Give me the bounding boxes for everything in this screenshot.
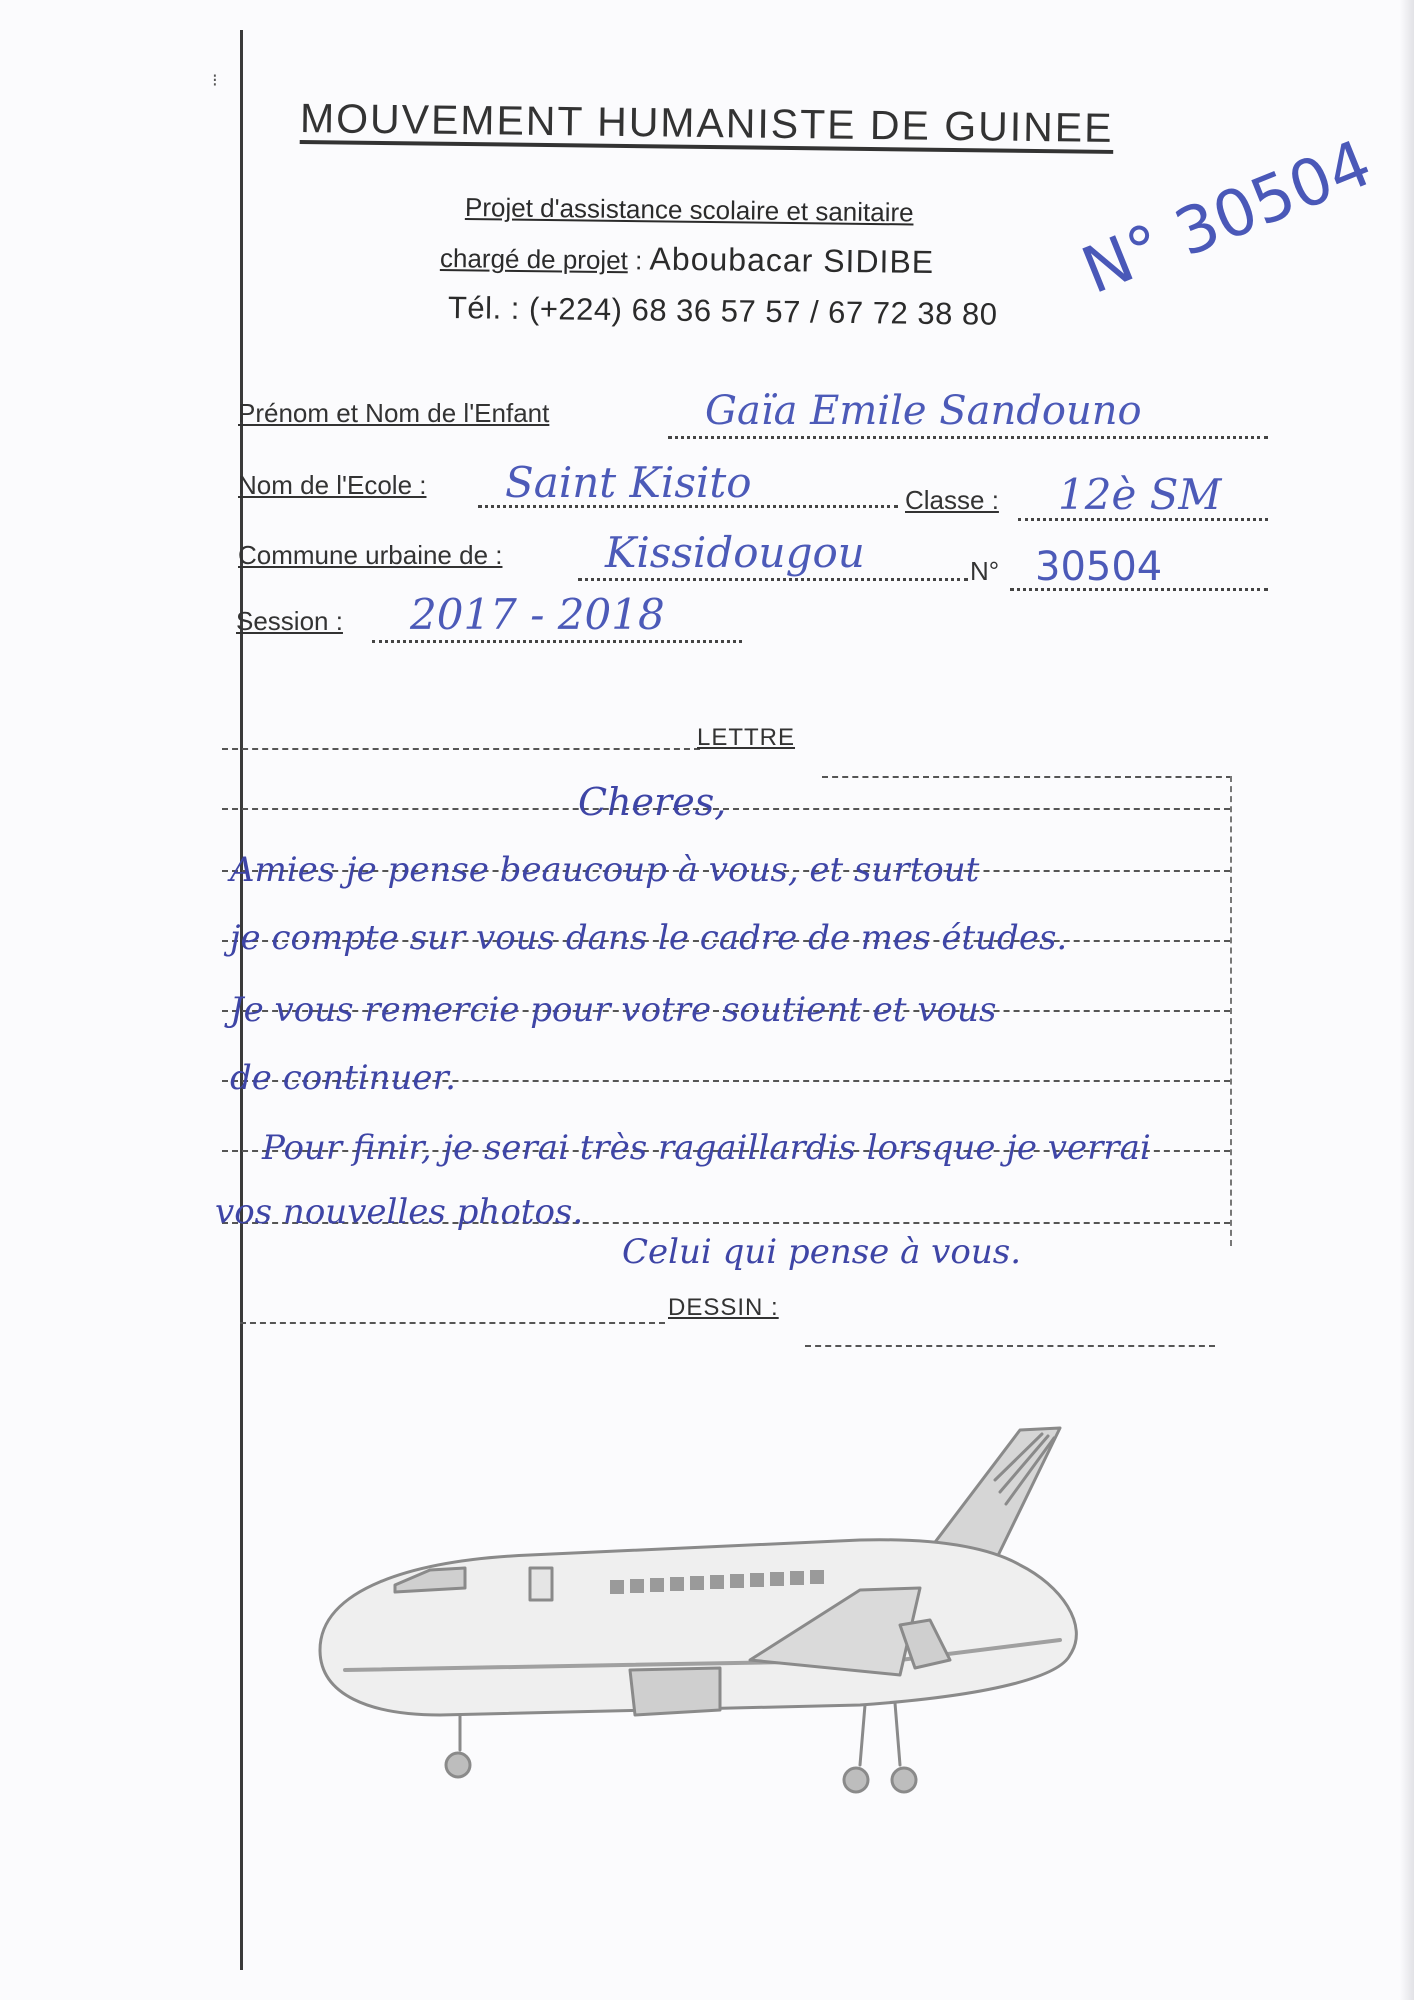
letter-line: vos nouvelles photos.: [215, 1192, 584, 1232]
session-value: 2017 - 2018: [410, 590, 665, 639]
school-label: Nom de l'Ecole :: [238, 470, 427, 500]
drawing-rule-left: [240, 1322, 665, 1324]
project-title: Projet d'assistance scolaire et sanitaire: [464, 192, 914, 228]
front-wheel: [446, 1753, 470, 1777]
class-label: Classe :: [905, 485, 999, 515]
commune-value: Kissidougou: [605, 528, 865, 577]
letter-greeting: Cheres,: [578, 780, 727, 824]
letter-line: Pour finir, je serai très ragaillardis lorsque je verrai: [262, 1128, 1151, 1168]
session-dotted-line: [372, 640, 742, 643]
number-label: N°: [970, 556, 1000, 586]
commune-dotted-line: [578, 578, 968, 581]
letter-top-rule-left: [222, 748, 700, 750]
session-label: Session :: [236, 606, 343, 636]
paper-edge-shadow: [1400, 0, 1414, 2000]
class-value: 12è SM: [1058, 470, 1222, 519]
drawing-rule-right: [805, 1345, 1215, 1347]
letter-signature: Celui qui pense à vous.: [622, 1232, 1022, 1272]
letter-line: je compte sur vous dans le cadre de mes études.: [230, 918, 1068, 958]
letter-section-title: LETTRE: [697, 724, 796, 751]
corner-mark: ⁝: [212, 70, 218, 91]
letter-top-rule-right: [822, 776, 1232, 778]
number-value: 30504: [1035, 544, 1163, 590]
letter-line: Amies je pense beaucoup à vous, et surtout: [230, 850, 980, 890]
manager-name: Aboubacar SIDIBE: [649, 240, 935, 281]
rear-wheel-left: [844, 1768, 868, 1792]
organization-title: MOUVEMENT HUMANISTE DE GUINEE: [299, 95, 1114, 151]
project-manager: [440, 238, 935, 281]
manager-separator: :: [627, 245, 650, 276]
commune-label: Commune urbaine de :: [238, 540, 503, 570]
letter-line: Je vous remercie pour votre soutient et vous: [230, 990, 997, 1030]
front-door: [530, 1568, 552, 1600]
engine: [630, 1668, 720, 1715]
letter-line: de continuer.: [230, 1058, 456, 1098]
child-name-value: Gaïa Emile Sandouno: [705, 388, 1142, 434]
child-name-dotted-line: [668, 436, 1268, 439]
manager-label: chargé de projet: [439, 243, 629, 276]
rear-wheel-right: [892, 1768, 916, 1792]
handwritten-stamp-number: N° 30504: [1072, 126, 1382, 309]
airplane-drawing: [300, 1420, 1200, 1820]
phone-number: Tél. : (+224) 68 36 57 57 / 67 72 38 80: [447, 290, 998, 332]
school-value: Saint Kisito: [505, 458, 752, 507]
letter-right-border: [1230, 776, 1232, 1246]
drawing-section-title: DESSIN :: [668, 1294, 779, 1321]
child-name-label: Prénom et Nom de l'Enfant: [238, 398, 550, 428]
